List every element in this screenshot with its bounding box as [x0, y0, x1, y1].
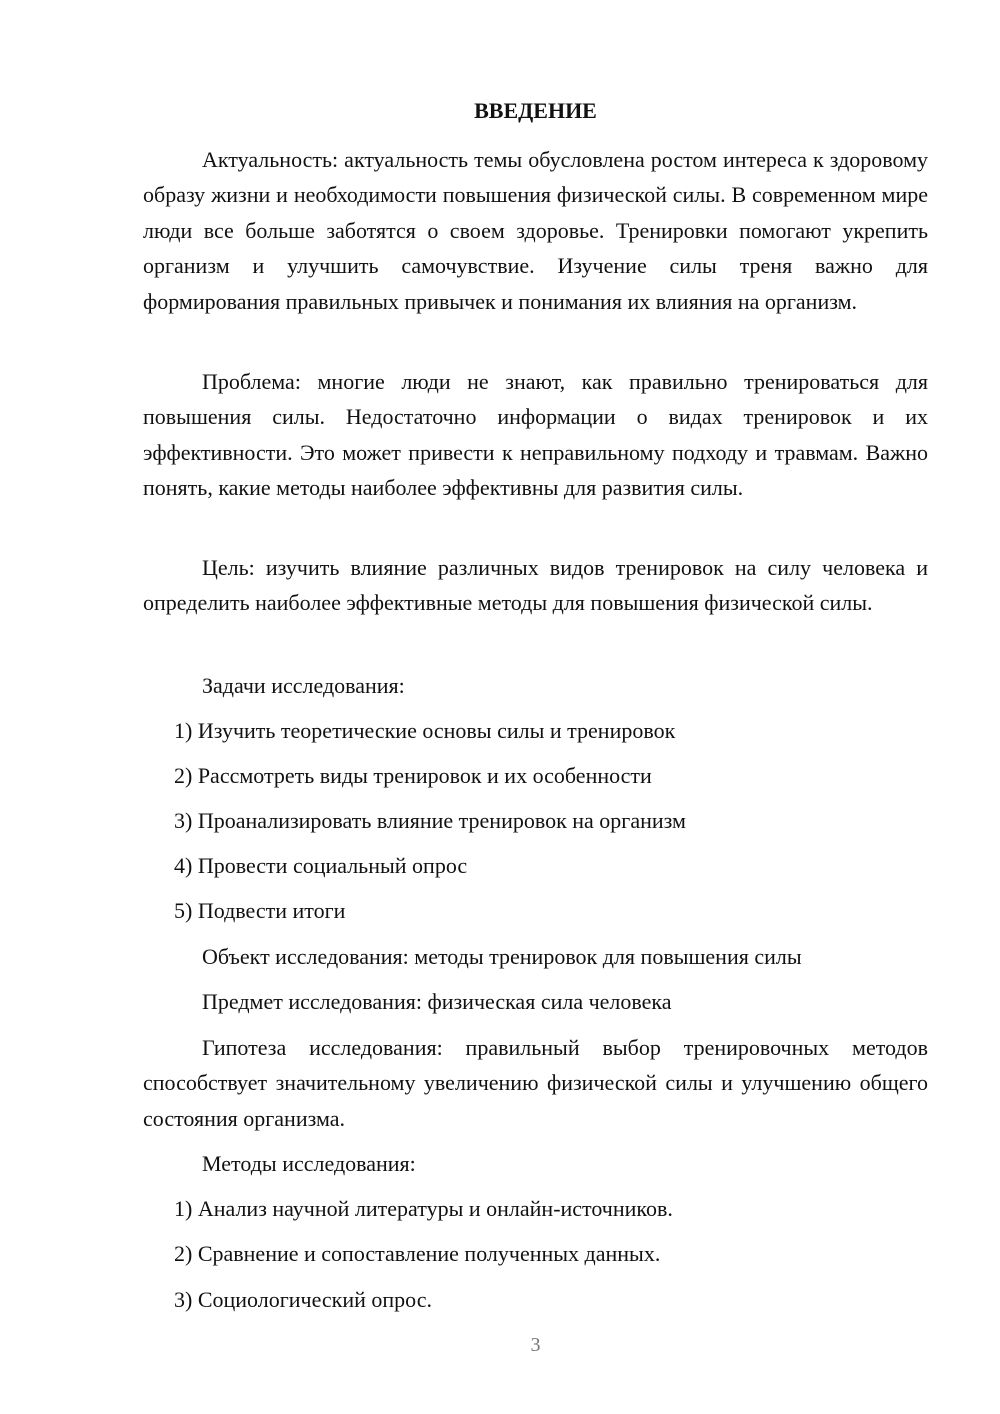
- subject-line: Предмет исследования: физическая сила человека: [202, 989, 672, 1014]
- object-line: Объект исследования: методы тренировок для повышения силы: [202, 944, 802, 969]
- task-item: 3) Проанализировать влияние тренировок на организм: [174, 808, 686, 833]
- goal-paragraph: Цель: изучить влияние различных видов тренировок на силу человека и определить наиболее эффективные методы для повышения физической силы.: [143, 555, 928, 616]
- method-item: 1) Анализ научной литературы и онлайн-источников.: [174, 1196, 673, 1221]
- methods-heading: Методы исследования:: [202, 1151, 416, 1176]
- task-item: 1) Изучить теоретические основы силы и тренировок: [174, 718, 676, 743]
- method-item: 3) Социологический опрос.: [174, 1287, 432, 1312]
- relevance-paragraph: Актуальность: актуальность темы обусловлена ростом интереса к здоровому образу жизни и необходимости повышения физической силы. В современном мире люди все больше заботятся о своем здоровье. Тренировки помогают укрепить организм и улучшить самочувствие. Изучение силы треня важно для формирования правильных привычек и понимания их влияния на организм.: [143, 147, 928, 314]
- document-page: [143, 0, 928, 1414]
- page-number: 3: [530, 1334, 541, 1356]
- problem-paragraph: Проблема: многие люди не знают, как правильно тренироваться для повышения силы. Недостаточно информации о видах тренировок и их эффективности. Это может привести к неправильному подходу и травмам. Важно понять, какие методы наиболее эффективны для развития силы.: [143, 369, 928, 501]
- page-title: ВВЕДЕНИЕ: [474, 98, 597, 123]
- task-item: 4) Провести социальный опрос: [174, 853, 468, 878]
- tasks-heading: Задачи исследования:: [202, 673, 405, 698]
- method-item: 2) Сравнение и сопоставление полученных данных.: [174, 1241, 661, 1266]
- task-item: 2) Рассмотреть виды тренировок и их особенности: [174, 763, 652, 788]
- task-item: 5) Подвести итоги: [174, 898, 346, 923]
- hypothesis-paragraph: Гипотеза исследования: правильный выбор тренировочных методов способствует значительному увеличению физической силы и улучшению общего состояния организма.: [143, 1035, 928, 1131]
